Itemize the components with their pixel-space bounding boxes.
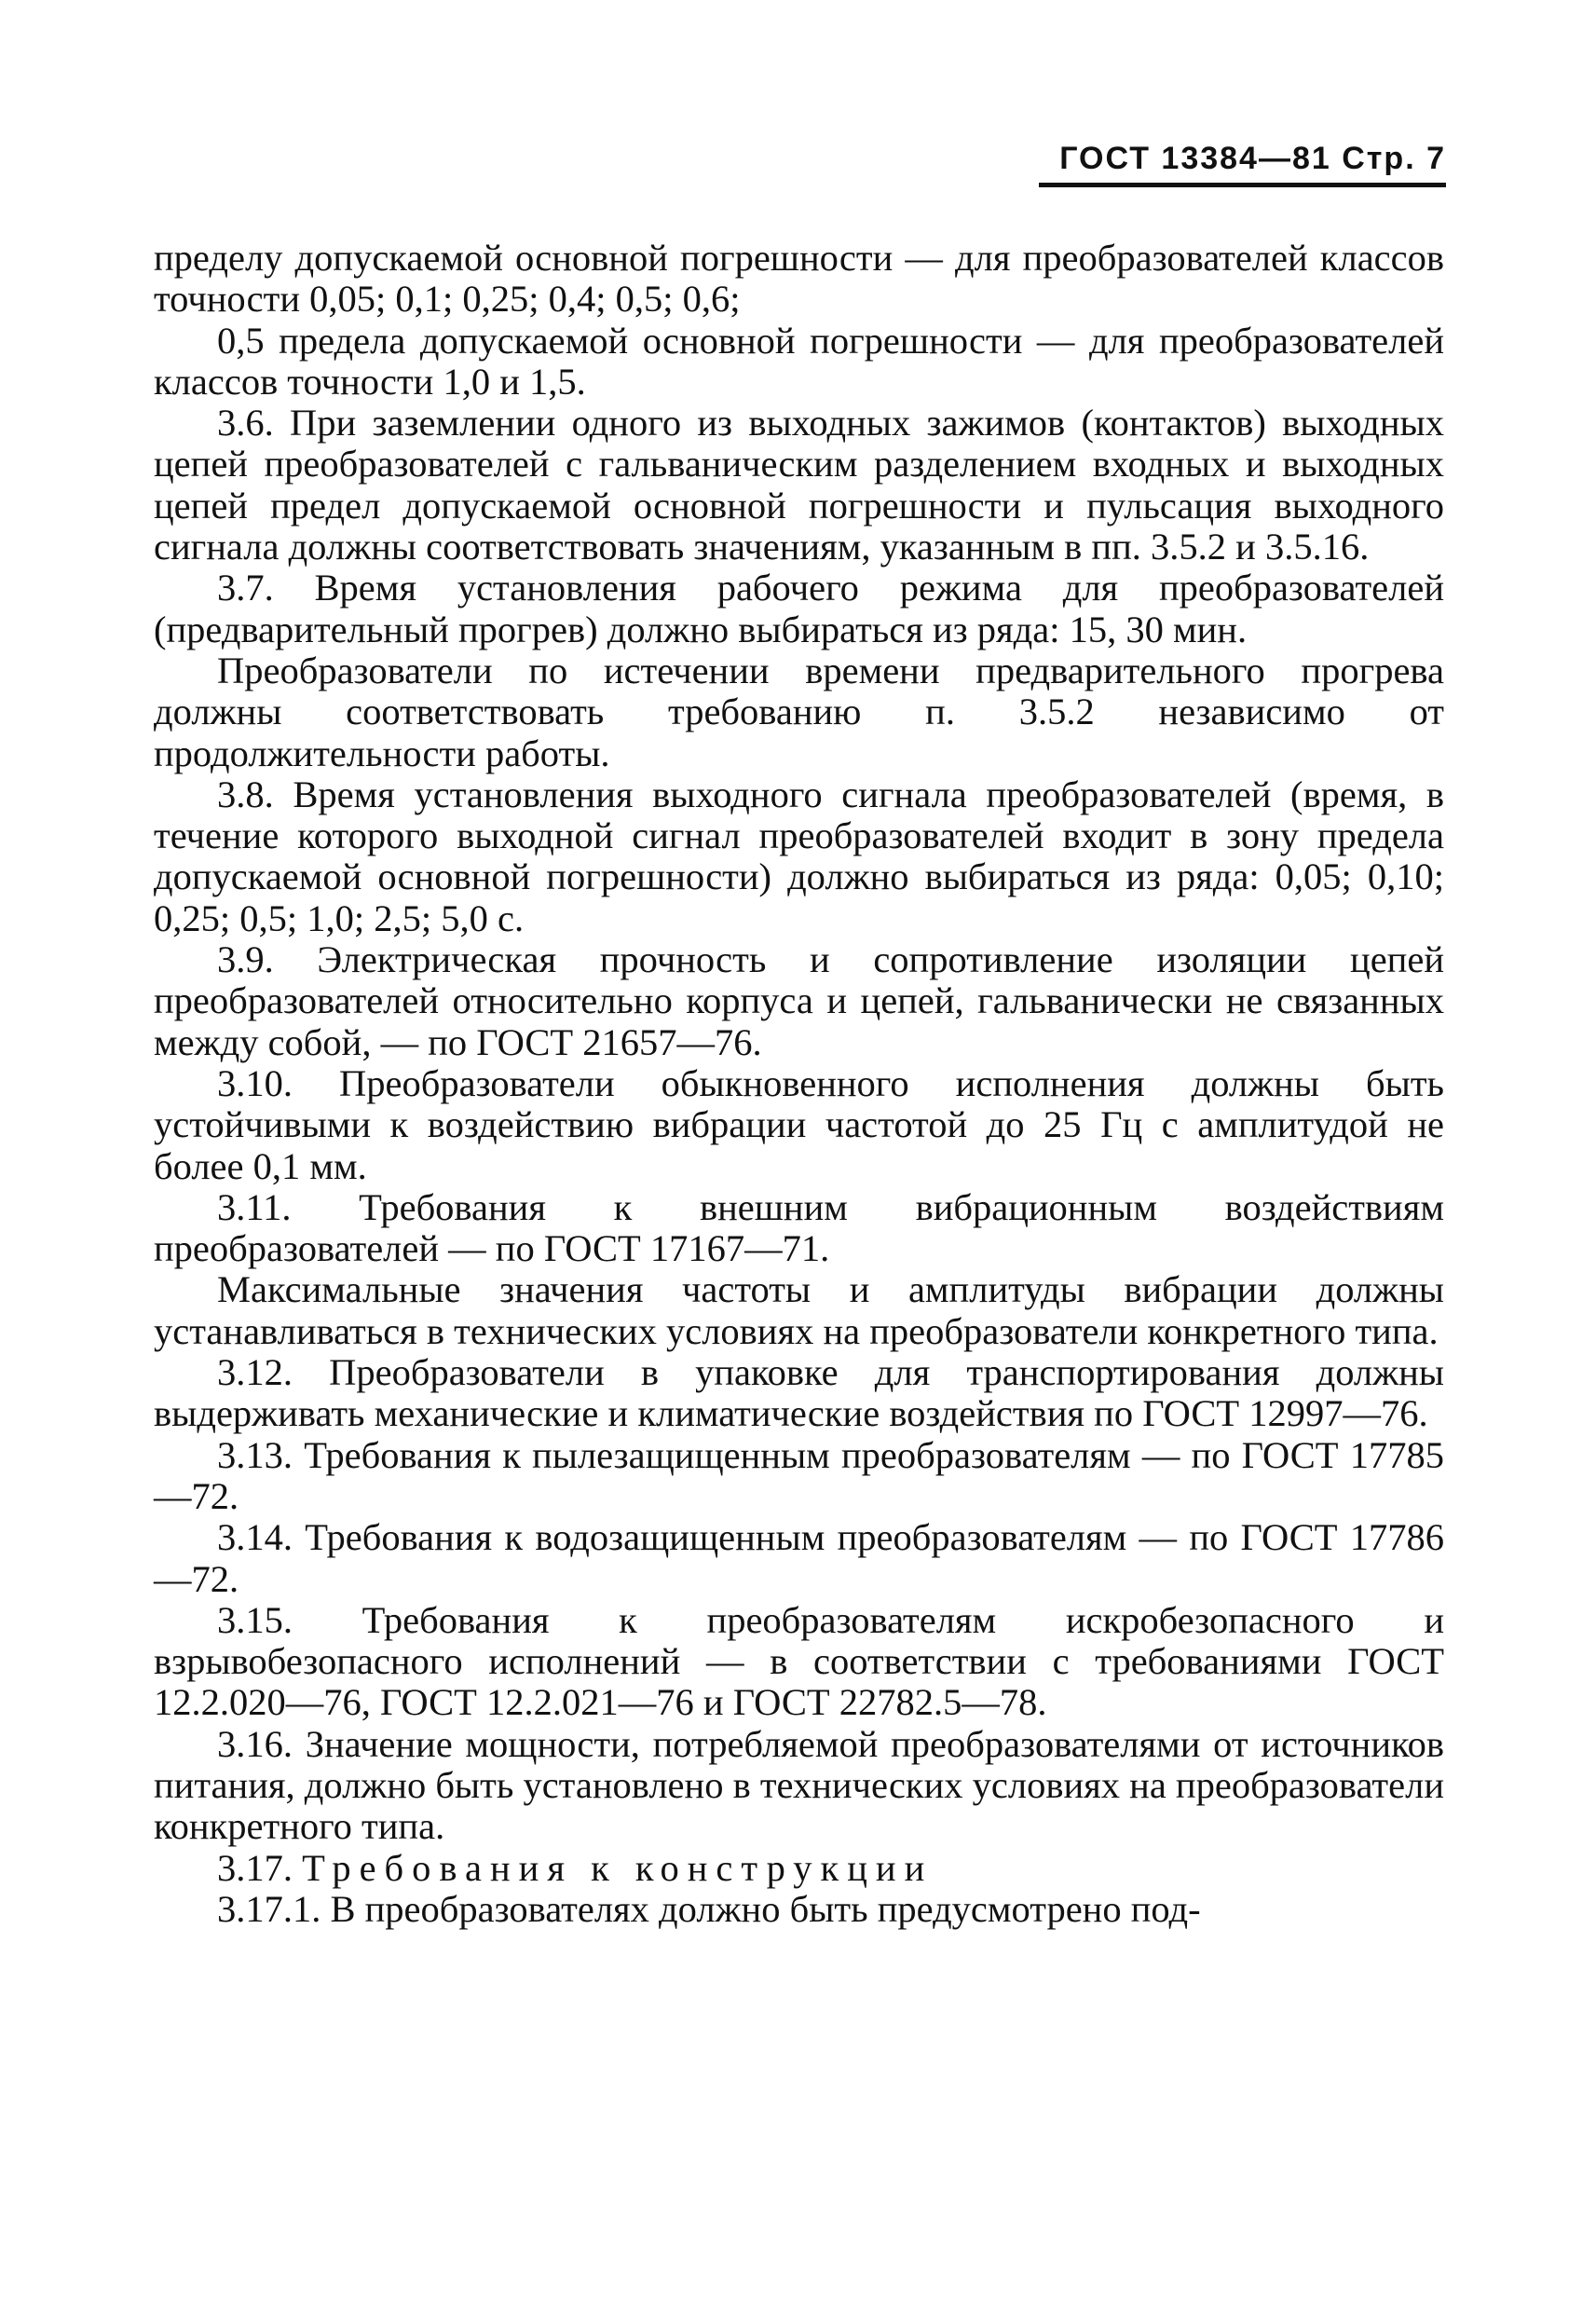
paragraph: Преобразователи по истечении времени предварительного прогрева должны соответствовать требованию п. 3.5.2 независимо от продолжительности работы. (154, 649, 1444, 774)
section-heading-title: Требования к конструкции (302, 1846, 934, 1889)
section-heading-number: 3.17. (217, 1846, 293, 1889)
paragraph: 3.6. При заземлении одного из выходных зажимов (контактов) выходных цепей преобразователей с гальваническим разделением входных и выходных цепей предел допускаемой основной погрешности и пульсация выходного сигнала должны соответствовать значениям, указанным в пп. 3.5.2 и 3.5.16. (154, 402, 1444, 568)
paragraph: 3.9. Электрическая прочность и сопротивление изоляции цепей преобразователей относительно корпуса и цепей, гальванически не связанных между собой, — по ГОСТ 21657—76. (154, 938, 1444, 1063)
paragraph: 3.16. Значение мощности, потребляемой преобразователями от источников питания, должно быть установлено в технических условиях на преобразователи конкретного типа. (154, 1722, 1444, 1848)
document-body (154, 238, 1444, 1930)
paragraph: 3.10. Преобразователи обыкновенного исполнения должны быть устойчивыми к воздействию вибрации частотой до 25 Гц с амплитудой не более 0,1 мм. (154, 1061, 1444, 1187)
paragraph: 3.15. Требования к преобразователям искробезопасного и взрывобезопасного исполнений — в соответствии с требованиями ГОСТ 12.2.020—76, ГОСТ 12.2.021—76 и ГОСТ 22782.5—78. (154, 1598, 1444, 1724)
paragraph: Максимальные значения частоты и амплитуды вибрации должны устанавливаться в технических условиях на преобразователи конкретного типа. (154, 1268, 1444, 1352)
paragraph: 0,5 предела допускаемой основной погрешности — для преобразователей классов точности 1,0 и 1,5. (154, 319, 1444, 403)
page-header: ГОСТ 13384—81 Стр. 7 (1039, 138, 1446, 187)
paragraph: 3.17.1. В преобразователях должно быть предусмотрено под- (217, 1887, 1201, 1930)
paragraph: 3.7. Время установления рабочего режима для преобразователей (предварительный прогрев) должно выбираться из ряда: 15, 30 мин. (154, 567, 1444, 650)
paragraph: 3.12. Преобразователи в упаковке для транспортирования должны выдерживать механические и климатические воздействия по ГОСТ 12997—76. (154, 1351, 1444, 1435)
paragraph: 3.14. Требования к водозащищенным преобразователям — по ГОСТ 17786—72. (154, 1516, 1444, 1600)
paragraph: 3.13. Требования к пылезащищенным преобразователям — по ГОСТ 17785—72. (154, 1433, 1444, 1517)
section-heading (154, 1848, 1444, 1889)
paragraph: 3.8. Время установления выходного сигнала преобразователей (время, в течение которого выходной сигнал преобразователей входит в зону предела допускаемой основной погрешности) должно выбираться из ряда: 0,05; 0,10; 0,25; 0,5; 1,0; 2,5; 5,0 с. (154, 773, 1444, 939)
paragraph: пределу допускаемой основной погрешности — для преобразователей классов точности 0,05; 0,1; 0,25; 0,4; 0,5; 0,6; (154, 237, 1444, 321)
paragraph: 3.11. Требования к внешним вибрационным воздействиям преобразователей — по ГОСТ 17167—71. (154, 1185, 1444, 1270)
